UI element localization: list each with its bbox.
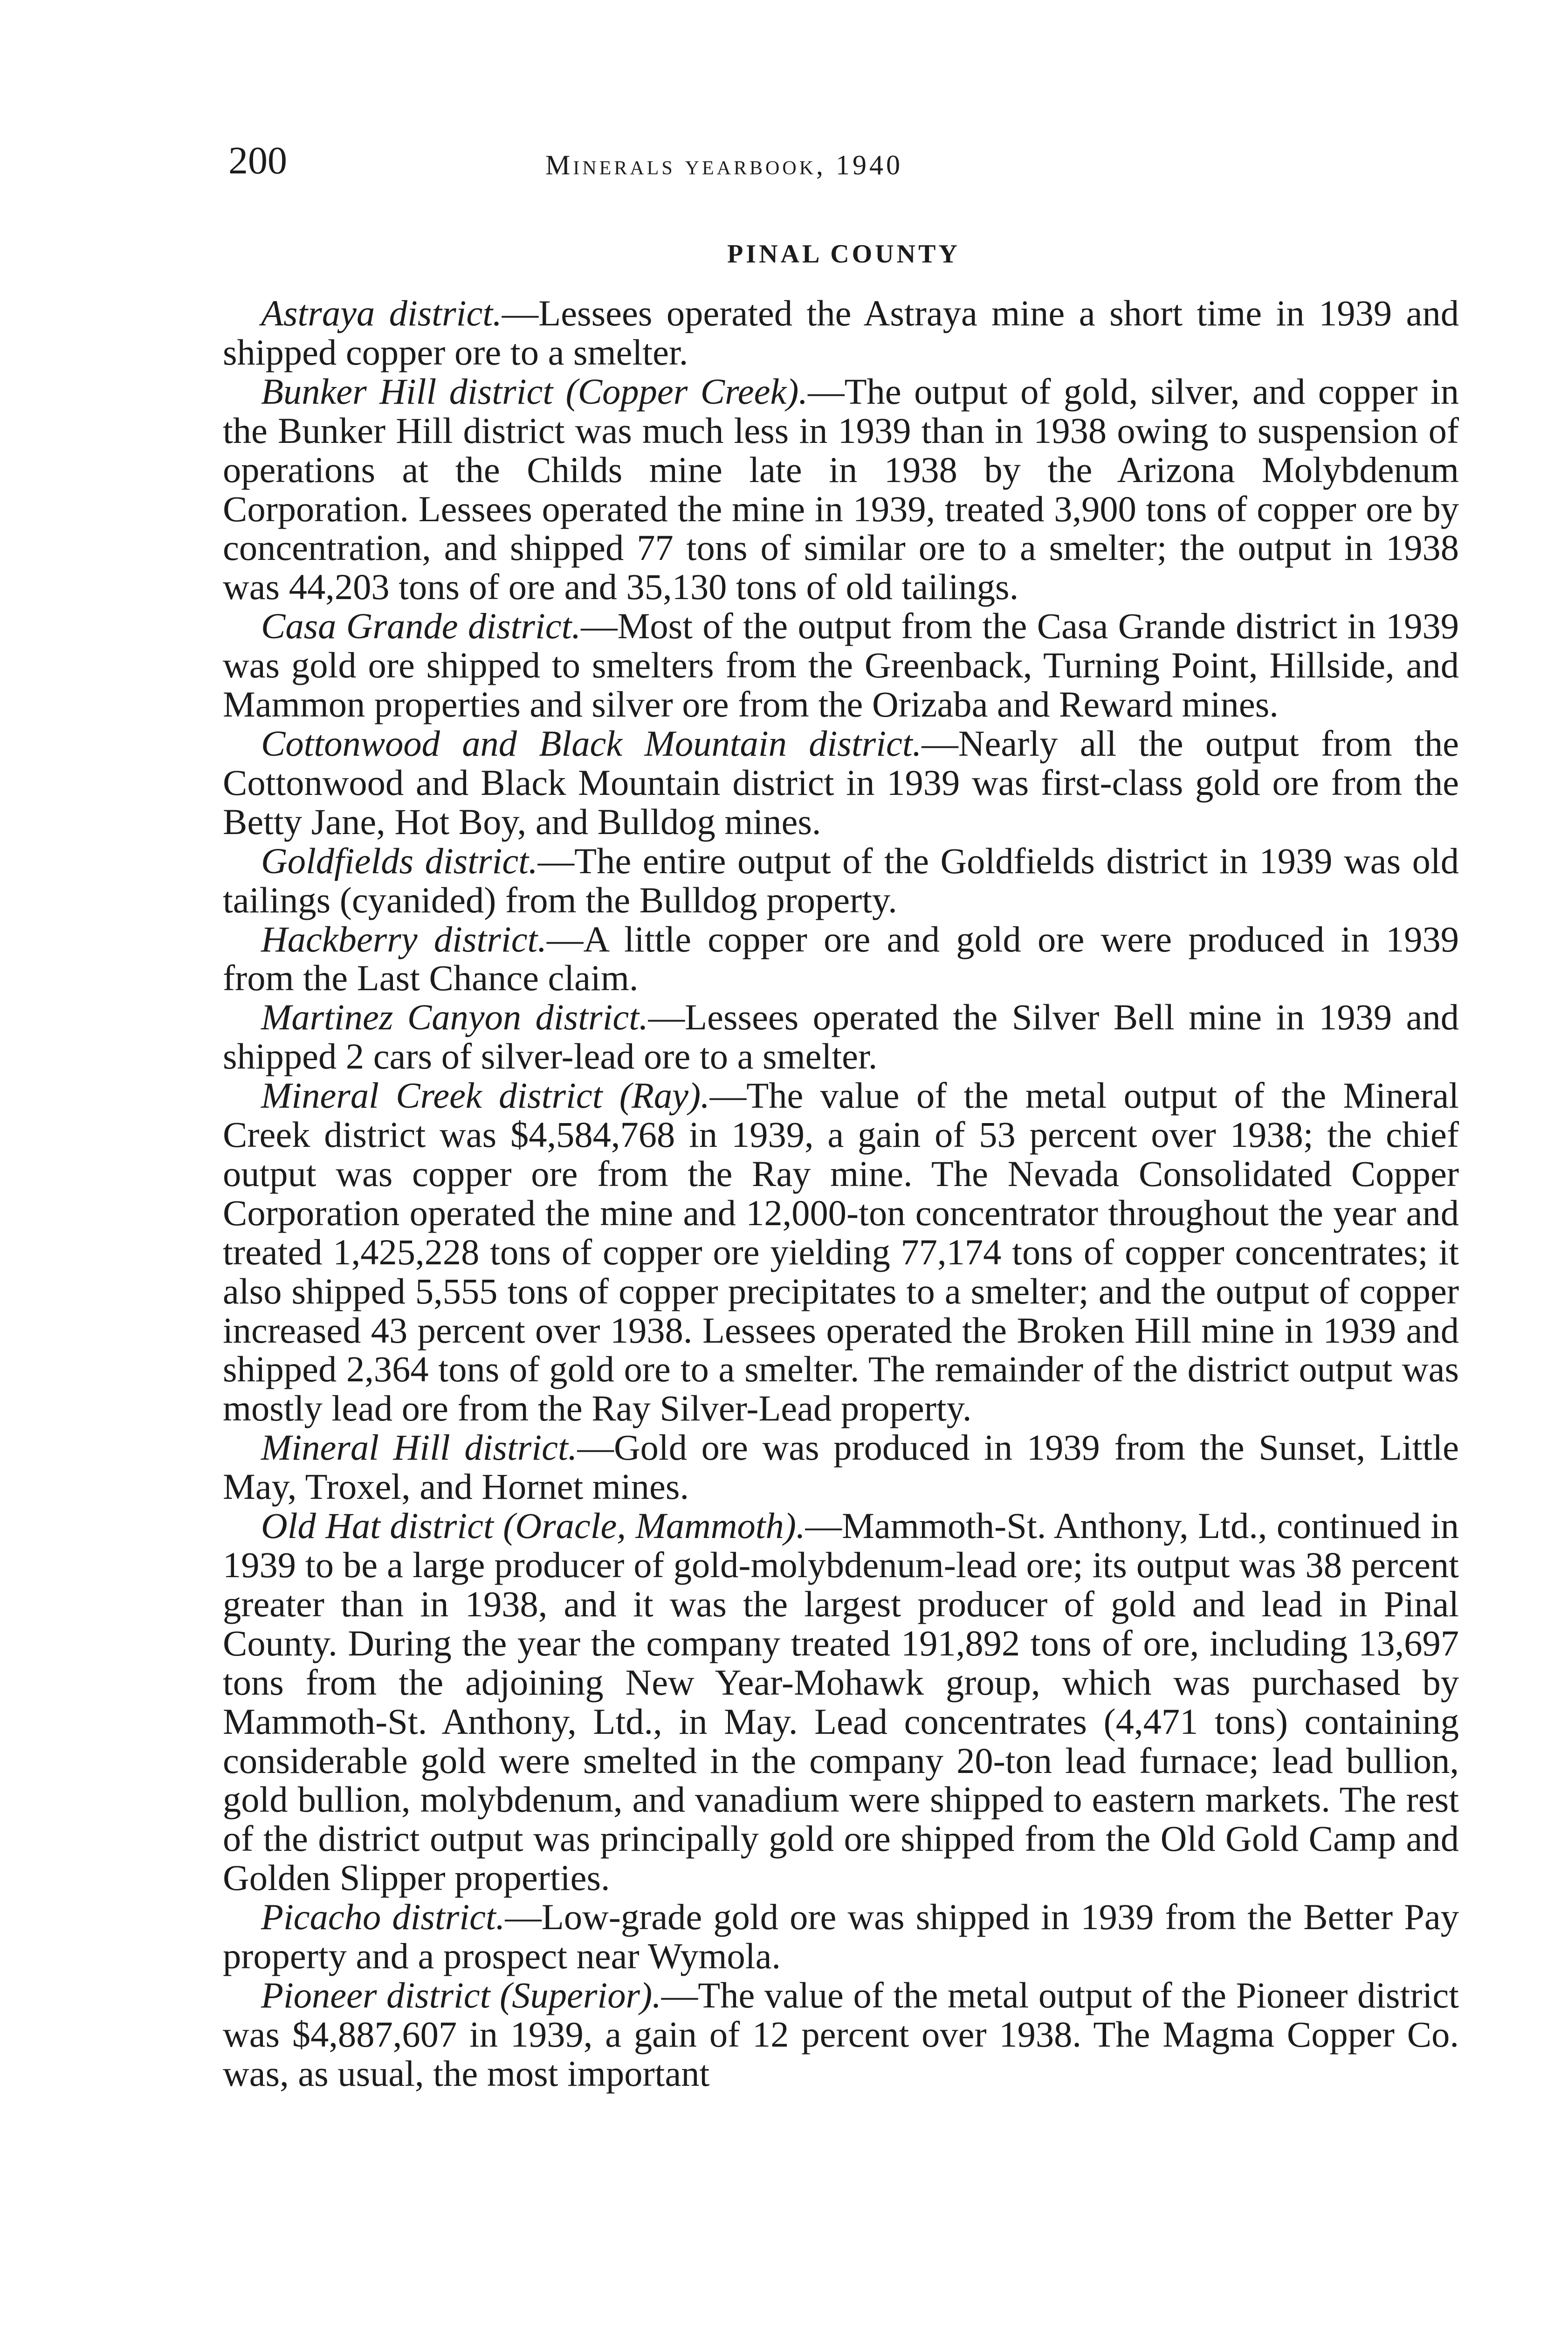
paragraph-text: —Most of the output from the Casa Grande district in 1939 was gold ore shipped to smelters from the Greenback, Turning Point, Hillside, and Mammon properties and silver ore from the Orizaba and Reward mines.: [223, 606, 1459, 725]
paragraph-casa-grande: [223, 607, 1459, 724]
running-title: minerals yearbook, 1940: [545, 150, 903, 180]
paragraph-text: —Gold ore was produced in 1939 from the Sunset, Little May, Troxel, and Hornet mines.: [223, 1427, 1459, 1507]
running-head: [228, 135, 1459, 191]
district-lead: Goldfields district.: [261, 840, 538, 881]
paragraph-bunker-hill: [223, 372, 1459, 607]
paragraph-mineral-creek: [223, 1076, 1459, 1428]
paragraph-text: —The value of the metal output of the Pioneer district was $4,887,607 in 1939, a gain of 12 percent over 1938. The Magma Copper Co. was, as usual, the most important: [223, 1974, 1459, 2094]
paragraph-old-hat: [223, 1506, 1459, 1897]
paragraph-goldfields: [223, 841, 1459, 920]
paragraph-text: —Mammoth-St. Anthony, Ltd., continued in 1939 to be a large producer of gold-molybdenum-lead ore; its output was 38 percent greater than in 1938, and it was the largest producer of gold and lead in Pinal County. During the year the company treated 191,892 tons of ore, including 13,697 tons from the adjoining New Year-Mohawk group, which was purchased by Mammoth-St. Anthony, Ltd., in May. Lead concentrates (4,471 tons) containing considerable gold were smelted in the company 20-ton lead furnace; lead bullion, gold bullion, molybdenum, and vanadium were shipped to eastern markets. The rest of the district output was principally gold ore shipped from the Old Gold Camp and Golden Slipper properties.: [223, 1505, 1459, 1898]
paragraph-martinez-canyon: [223, 998, 1459, 1076]
paragraph-text: —The value of the metal output of the Mineral Creek district was $4,584,768 in 1939, a gain of 53 percent over 1938; the chief output was copper ore from the Ray mine. The Nevada Consolidated Copper Corporation operated the mine and 12,000-ton concentrator throughout the year and treated 1,425,228 tons of copper ore yielding 77,174 tons of copper concentrates; it also shipped 5,555 tons of copper precipitates to a smelter; and the output of copper increased 43 percent over 1938. Lessees operated the Broken Hill mine in 1939 and shipped 2,364 tons of gold ore to a smelter. The remainder of the district output was mostly lead ore from the Ray Silver-Lead property.: [223, 1075, 1459, 1429]
paragraph-pioneer: [223, 1976, 1459, 2093]
district-lead: Martinez Canyon district.: [261, 997, 648, 1038]
district-lead: Picacho district.: [261, 1897, 505, 1938]
paragraph-mineral-hill: [223, 1428, 1459, 1506]
district-lead: Cottonwood and Black Mountain district.: [261, 723, 922, 764]
body-text: [223, 294, 1459, 2093]
paragraph-picacho: [223, 1897, 1459, 1976]
district-lead: Old Hat district (Oracle, Mammoth).: [261, 1505, 805, 1546]
district-lead: Mineral Creek district (Ray).: [261, 1075, 710, 1116]
paragraph-text: —The entire output of the Goldfields district in 1939 was old tailings (cyanided) from the Bulldog property.: [223, 840, 1459, 920]
paragraph-text: —Nearly all the output from the Cottonwood and Black Mountain district in 1939 was first-class gold ore from the Betty Jane, Hot Boy, and Bulldog mines.: [223, 723, 1459, 842]
paragraph-text: —The output of gold, silver, and copper in the Bunker Hill district was much less in 1939 than in 1938 owing to suspension of operations at the Childs mine late in 1938 by the Arizona Molybdenum Corporation. Lessees operated the mine in 1939, treated 3,900 tons of copper ore by concentration, and shipped 77 tons of similar ore to a smelter; the output in 1938 was 44,203 tons of ore and 35,130 tons of old tailings.: [223, 371, 1459, 607]
paragraph-text: —Lessees operated the Astraya mine a short time in 1939 and shipped copper ore to a smelter.: [223, 293, 1459, 372]
paragraph-cottonwood: [223, 724, 1459, 841]
paragraph-hackberry: [223, 920, 1459, 998]
district-lead: Bunker Hill district (Copper Creek).: [261, 371, 808, 412]
district-lead: Astraya district.: [261, 293, 502, 333]
district-lead: Casa Grande district.: [261, 606, 581, 647]
section-heading: PINAL COUNTY: [727, 240, 960, 269]
paragraph-astraya: [223, 294, 1459, 372]
paragraph-text: —Low-grade gold ore was shipped in 1939 from the Better Pay property and a prospect near Wymola.: [223, 1897, 1459, 1977]
paragraph-text: —Lessees operated the Silver Bell mine in 1939 and shipped 2 cars of silver-lead ore to a smelter.: [223, 997, 1459, 1077]
district-lead: Mineral Hill district.: [261, 1427, 578, 1468]
paragraph-text: —A little copper ore and gold ore were produced in 1939 from the Last Chance claim.: [223, 918, 1459, 999]
district-lead: Pioneer district (Superior).: [261, 1974, 661, 2015]
district-lead: Hackberry district.: [261, 918, 547, 959]
page-number: 200: [228, 139, 287, 182]
